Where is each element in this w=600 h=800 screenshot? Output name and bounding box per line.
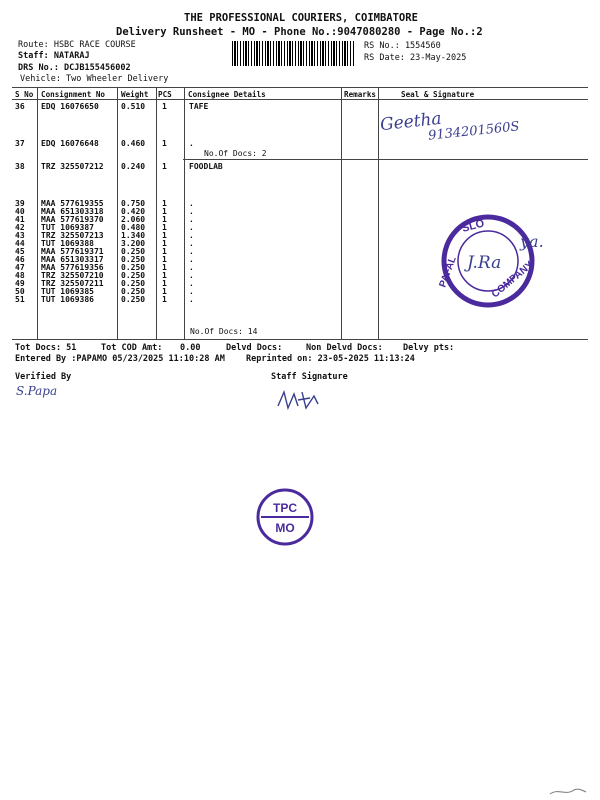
table-cell-pcs: 1 bbox=[162, 263, 167, 272]
reprinted-on: Reprinted on: 23-05-2025 11:13:24 bbox=[246, 354, 415, 364]
table-cell-wt: 0.250 bbox=[121, 271, 146, 280]
table-cell-sno: 40 bbox=[15, 207, 25, 216]
table-cell-cons: MAA 651303317 bbox=[41, 255, 104, 264]
table-cell-wt: 0.250 bbox=[121, 247, 146, 256]
table-cell-pcs: 1 bbox=[162, 215, 167, 224]
table-cell-pcs: 1 bbox=[162, 239, 167, 248]
table-cell-cons: TUT 1069386 bbox=[41, 295, 94, 304]
col-divider-2 bbox=[117, 88, 118, 340]
table-cell-sno: 43 bbox=[15, 231, 25, 240]
col-header-consignment: Consignment No bbox=[41, 90, 106, 99]
table-cell-wt: 2.060 bbox=[121, 215, 146, 224]
table-cell-details: . bbox=[189, 247, 194, 256]
table-cell-details: . bbox=[189, 207, 194, 216]
table-cell-details: . bbox=[189, 271, 194, 280]
table-cell-sno: 47 bbox=[15, 263, 25, 272]
rs-number: RS No.: 1554560 bbox=[364, 41, 441, 51]
table-cell-pcs: 1 bbox=[162, 139, 167, 148]
table-header-rule bbox=[12, 99, 588, 100]
svg-text:PAFAL: PAFAL bbox=[437, 255, 459, 290]
table-cell-pcs: 1 bbox=[162, 271, 167, 280]
table-cell-sno: 41 bbox=[15, 215, 25, 224]
table-cell-wt: 0.250 bbox=[121, 263, 146, 272]
table-cell-details: FOODLAB bbox=[189, 162, 223, 171]
delivered-docs: Delvd Docs: bbox=[226, 343, 283, 353]
table-cell-pcs: 1 bbox=[162, 255, 167, 264]
table-cell-cons: MAA 577619371 bbox=[41, 247, 104, 256]
table-cell-pcs: 1 bbox=[162, 199, 167, 208]
table-cell-pcs: 1 bbox=[162, 162, 167, 171]
table-cell-sno: 48 bbox=[15, 271, 25, 280]
table-cell-sno: 36 bbox=[15, 102, 25, 111]
col-divider-5 bbox=[341, 88, 342, 340]
col-header-pcs: PCS bbox=[158, 90, 172, 99]
table-cell-details: TAFE bbox=[189, 102, 209, 111]
svg-text:COMPANY: COMPANY bbox=[489, 259, 536, 301]
table-cell-details: . bbox=[189, 139, 194, 148]
table-cell-sno: 49 bbox=[15, 279, 25, 288]
table-cell-sno: 38 bbox=[15, 162, 25, 171]
drs-number: DRS No.: DCJB155456002 bbox=[18, 63, 131, 73]
table-cell-cons: EDQ 16076650 bbox=[41, 102, 99, 111]
staff-signature-scribble bbox=[270, 386, 330, 416]
table-cell-wt: 0.250 bbox=[121, 279, 146, 288]
company-title: THE PROFESSIONAL COURIERS, COIMBATORE bbox=[184, 12, 418, 24]
docs-count-note: No.Of Docs: 2 bbox=[204, 149, 267, 158]
table-cell-sno: 37 bbox=[15, 139, 25, 148]
table-cell-details: . bbox=[189, 255, 194, 264]
total-docs: Tot Docs: 51 bbox=[15, 343, 77, 353]
handwritten-name-geetha: Geetha bbox=[379, 108, 443, 136]
table-cell-pcs: 1 bbox=[162, 231, 167, 240]
svg-text:SLO: SLO bbox=[460, 217, 486, 235]
svg-text:J.Ra: J.Ra bbox=[467, 253, 502, 273]
table-cell-sno: 42 bbox=[15, 223, 25, 232]
runsheet-title: Delivery Runsheet - MO - Phone No.:9047080280 - Page No.:2 bbox=[116, 26, 483, 38]
col-header-remarks: Remarks bbox=[344, 90, 377, 99]
col-divider-4 bbox=[184, 88, 185, 340]
col-header-consignee: Consignee Details bbox=[188, 90, 266, 99]
delivery-points: Delvy pts: bbox=[403, 343, 455, 353]
table-cell-wt: 0.480 bbox=[121, 223, 146, 232]
table-cell-wt: 0.250 bbox=[121, 295, 146, 304]
table-cell-details: . bbox=[189, 199, 194, 208]
col-header-weight: Weight bbox=[121, 90, 149, 99]
table-cell-details: . bbox=[189, 295, 194, 304]
table-cell-sno: 45 bbox=[15, 247, 25, 256]
entered-by: Entered By :PAPAMO 05/23/2025 11:10:28 AM bbox=[15, 354, 225, 364]
table-cell-details: . bbox=[189, 223, 194, 232]
tpc-stamp-top: TPC bbox=[273, 501, 297, 515]
table-cell-wt: 0.460 bbox=[121, 139, 146, 148]
table-cell-sno: 51 bbox=[15, 295, 25, 304]
total-cod-label: Tot COD Amt: bbox=[101, 343, 163, 353]
col-header-seal: Seal & Signature bbox=[401, 90, 475, 99]
non-delivered-docs: Non Delvd Docs: bbox=[306, 343, 383, 353]
table-bottom-rule bbox=[12, 339, 588, 340]
table-cell-details: . bbox=[189, 287, 194, 296]
table-cell-wt: 0.420 bbox=[121, 207, 146, 216]
table-cell-cons: MAA 577619355 bbox=[41, 199, 104, 208]
table-cell-sno: 44 bbox=[15, 239, 25, 248]
vehicle-label: Vehicle: Two Wheeler Delivery bbox=[20, 74, 169, 84]
corner-scribble bbox=[548, 784, 588, 798]
docs-count-note: No.Of Docs: 14 bbox=[190, 327, 258, 336]
table-cell-wt: 0.750 bbox=[121, 199, 146, 208]
company-seal-stamp bbox=[433, 206, 543, 316]
col-divider-1 bbox=[37, 88, 38, 340]
tpc-mo-stamp bbox=[253, 486, 317, 548]
verified-by-label: Verified By bbox=[15, 372, 72, 382]
group-rule-1 bbox=[183, 159, 588, 160]
table-cell-details: . bbox=[189, 263, 194, 272]
table-cell-cons: TUT 1069388 bbox=[41, 239, 94, 248]
table-cell-cons: TUT 1069387 bbox=[41, 223, 94, 232]
table-cell-cons: TRZ 325507213 bbox=[41, 231, 104, 240]
route-label: Route: HSBC RACE COURSE bbox=[18, 40, 136, 50]
barcode-image bbox=[232, 41, 355, 66]
handwritten-verified-signature: S.Papa bbox=[16, 384, 58, 398]
table-cell-wt: 0.250 bbox=[121, 255, 146, 264]
col-header-sno: S No bbox=[15, 90, 34, 99]
col-divider-3 bbox=[156, 88, 157, 340]
handwritten-phone: 9134201560S bbox=[427, 119, 521, 144]
table-cell-pcs: 1 bbox=[162, 279, 167, 288]
table-cell-sno: 46 bbox=[15, 255, 25, 264]
rs-date: RS Date: 23-May-2025 bbox=[364, 53, 467, 63]
table-cell-wt: 0.510 bbox=[121, 102, 146, 111]
col-divider-6 bbox=[378, 88, 379, 340]
table-cell-sno: 39 bbox=[15, 199, 25, 208]
handwritten-ranya-tail: ya. bbox=[520, 232, 544, 251]
table-cell-pcs: 1 bbox=[162, 207, 167, 216]
table-cell-cons: MAA 577619370 bbox=[41, 215, 104, 224]
tpc-stamp-bottom: MO bbox=[275, 521, 295, 535]
table-cell-wt: 1.340 bbox=[121, 231, 146, 240]
table-cell-wt: 3.200 bbox=[121, 239, 146, 248]
table-cell-cons: MAA 651303318 bbox=[41, 207, 104, 216]
table-cell-pcs: 1 bbox=[162, 247, 167, 256]
table-cell-details: . bbox=[189, 231, 194, 240]
table-cell-details: . bbox=[189, 239, 194, 248]
staff-signature-label: Staff Signature bbox=[271, 372, 348, 382]
table-cell-pcs: 1 bbox=[162, 223, 167, 232]
staff-label: Staff: NATARAJ bbox=[18, 51, 90, 61]
table-cell-cons: TUT 1069385 bbox=[41, 287, 94, 296]
table-cell-cons: TRZ 325507210 bbox=[41, 271, 104, 280]
table-cell-cons: TRZ 325507211 bbox=[41, 279, 104, 288]
table-cell-wt: 0.250 bbox=[121, 287, 146, 296]
table-cell-cons: EDQ 16076648 bbox=[41, 139, 99, 148]
table-cell-sno: 50 bbox=[15, 287, 25, 296]
table-cell-wt: 0.240 bbox=[121, 162, 146, 171]
table-cell-pcs: 1 bbox=[162, 295, 167, 304]
table-cell-pcs: 1 bbox=[162, 102, 167, 111]
table-top-rule bbox=[12, 87, 588, 88]
table-cell-details: . bbox=[189, 279, 194, 288]
table-cell-cons: TRZ 325507212 bbox=[41, 162, 104, 171]
table-cell-details: . bbox=[189, 215, 194, 224]
table-cell-pcs: 1 bbox=[162, 287, 167, 296]
table-cell-cons: MAA 577619356 bbox=[41, 263, 104, 272]
total-cod-value: 0.00 bbox=[180, 343, 201, 353]
